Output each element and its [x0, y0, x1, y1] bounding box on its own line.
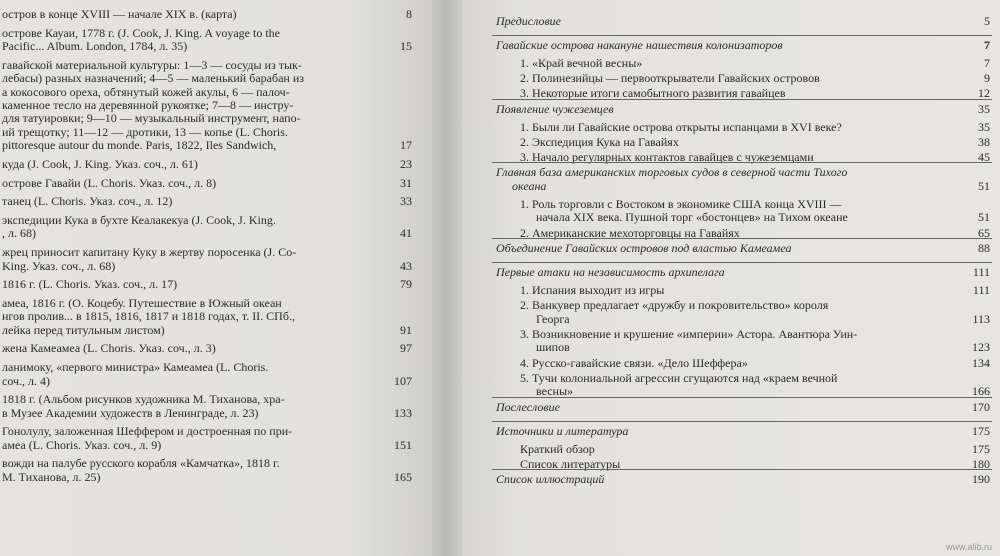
page-number: 79 [400, 277, 412, 292]
entry-line: амеа, 1816 г. (О. Коцебу. Путешествие в Южный океан [2, 295, 282, 310]
page-number: 35 [978, 101, 990, 116]
left-page [0, 0, 432, 556]
page-number: 41 [400, 226, 412, 241]
section-title: Источники и литература [496, 423, 629, 438]
item-title: 2. Ванкувер предлагает «дружбу и покровительство» короля [520, 298, 829, 312]
page-number: 17 [400, 138, 412, 153]
section-divider [492, 35, 992, 36]
section-title: Появление чужеземцев [496, 101, 614, 116]
page-number: 111 [972, 264, 990, 279]
item-title: 1. «Край вечной весны» [520, 56, 643, 70]
entry-line: жена Камеамеа (L. Choris. Указ. соч., л. 3) [2, 341, 216, 356]
page-number: 43 [400, 258, 412, 273]
section-title: Главная база американских торговых судов в северной части Тихого [496, 165, 848, 180]
entry-line: нгов пролив... в 1815, 1816, 1817 и 1818 годах, т. II. СПб., [2, 309, 295, 324]
page-number: 65 [978, 225, 990, 240]
section-title: Предисловие [496, 14, 562, 28]
page-number: 91 [400, 322, 412, 337]
page-number: 180 [972, 456, 990, 471]
entry-line: лейка перед титульным листом) [2, 322, 165, 337]
page-number: 151 [394, 437, 412, 452]
entry-line: лебасы) разных назначений; 4—5 — маленький барабан из [2, 71, 304, 86]
page-number: 5 [984, 14, 990, 28]
entry-line: Pacific... Album. London, 1784, л. 35) [2, 39, 188, 54]
entry-line: для татуировки; 9—10 — музыкальный инструмент, напо- [2, 111, 301, 126]
item-title-cont: начала XIX века. Пушной торг «бостонцев» на Тихом океане [536, 210, 848, 225]
page-number: 8 [406, 7, 412, 21]
section-title: Список иллюстраций [496, 472, 605, 486]
entry-line: острове Кауаи, 1778 г. (J. Cook, J. King. A voyage to the [2, 25, 280, 40]
section-divider [492, 421, 992, 422]
page-number: 51 [978, 210, 990, 225]
section-divider [492, 262, 992, 263]
page-number: 45 [978, 150, 990, 164]
section-divider [492, 162, 992, 163]
page-number: 107 [394, 373, 412, 388]
item-title: 1. Испания выходит из игры [520, 282, 665, 297]
page-number: 7 [984, 38, 990, 52]
item-title-cont: шипов [536, 340, 570, 355]
section-divider [492, 238, 992, 239]
page-number: 134 [972, 355, 990, 370]
item-title-cont: весны» [536, 384, 574, 399]
right-page [462, 0, 1000, 556]
section-title-cont: океана [512, 178, 547, 193]
entry-line: King. Указ. соч., л. 68) [2, 258, 116, 273]
section-title: Послесловие [496, 399, 560, 414]
page-number: 113 [972, 311, 990, 326]
entry-line: а кокосового ореха, обтянутый кожей акулы, 6 — палоч- [2, 84, 290, 99]
entry-line: жрец приносит капитану Куку в жертву поросенка (J. Co- [2, 245, 297, 260]
item-title: 2. Экспедиция Кука на Гавайях [520, 134, 679, 149]
entry-line: остров в конце XVIII — начале XIX в. (карта) [2, 7, 237, 21]
entry-line: ий трещотку; 11—12 — дротики, 13 — копье (L. Choris. [2, 124, 288, 139]
section-divider [492, 99, 992, 100]
page-number: 15 [400, 39, 412, 54]
section-divider [492, 469, 992, 470]
entry-line: экспедиции Кука в бухте Кеалакекуа (J. Cook, J. King. [2, 213, 276, 227]
page-number: 12 [978, 86, 990, 101]
item-title: Краткий обзор [520, 441, 595, 456]
page-number: 190 [972, 472, 990, 486]
page-number: 166 [972, 384, 990, 399]
item-title: 2. Американские мехоторговцы на Гавайях [520, 225, 740, 240]
page-number: 9 [984, 71, 990, 86]
page-number: 111 [972, 282, 990, 297]
item-title-cont: Георга [536, 311, 570, 326]
page-number: 175 [972, 423, 990, 438]
section-title: Гавайские острова накануне нашествия колонизаторов [496, 38, 783, 52]
item-title: Список литературы [520, 456, 621, 471]
item-title: 4. Русско-гавайские связи. «Дело Шеффера» [520, 355, 748, 370]
entry-line: гавайской материальной культуры: 1—3 — сосуды из тык- [2, 57, 302, 72]
entry-line: острове Гавайи (L. Choris. Указ. соч., л. 8) [2, 175, 217, 190]
entry-line: Гонолулу, заложенная Шеффером и достроенная по при- [2, 424, 293, 439]
section-title: Первые атаки на независимость архипелага [496, 264, 725, 279]
page-number: 88 [978, 240, 990, 255]
item-title: 3. Возникновение и крушение «империи» Астора. Авантюра Уин- [520, 326, 858, 341]
page-number: 31 [400, 175, 412, 190]
entry-line: 1816 г. (L. Choris. Указ. соч., л. 17) [2, 277, 178, 292]
entry-line: куда (J. Cook, J. King. Указ. соч., л. 61) [2, 156, 198, 171]
page-number: 97 [400, 341, 412, 356]
page-number: 33 [400, 194, 412, 209]
section-divider [492, 397, 992, 398]
entry-line: каменное тесло на деревянной рукоятке; 7—8 — инстру- [2, 98, 294, 112]
item-title: 1. Были ли Гавайские острова открыты испанцами в XVI веке? [520, 119, 842, 134]
page-number: 123 [972, 340, 990, 355]
item-title: 5. Тучи колониальной агрессии сгущаются над «краем вечной [520, 370, 838, 385]
page-number: 170 [972, 399, 990, 414]
entry-line: pittoresque autour du monde. Paris, 1822, Iles Sandwich, [2, 138, 277, 153]
item-title: 2. Полинезийцы — первооткрыватели Гавайских островов [520, 71, 820, 86]
item-title: 3. Некоторые итоги самобытного развития гавайцев [520, 86, 786, 101]
entry-line: 1818 г. (Альбом рисунков художника М. Тиханова, хра- [2, 392, 285, 407]
page-number: 23 [400, 156, 412, 171]
page-number: 7 [984, 56, 990, 70]
section-title: Объединение Гавайских островов под властью Камеамеа [496, 240, 792, 255]
item-title: 1. Роль торговли с Востоком в экономике США конца XVIII — [520, 196, 842, 211]
book-gutter [432, 0, 462, 556]
entry-line: танец (L. Choris. Указ. соч., л. 12) [2, 194, 173, 209]
page-number: 35 [978, 119, 990, 134]
page-number: 133 [394, 405, 412, 420]
entry-line: ланимоку, «первого министра» Камеамеа (L. Choris. [2, 360, 269, 375]
entry-line: вожди на палубе русского корабля «Камчатка», 1818 г. [2, 456, 280, 471]
watermark-text: www.alib.ru [945, 542, 992, 552]
page-number: 175 [972, 441, 990, 456]
page-number: 38 [978, 134, 990, 149]
page-number: 51 [978, 178, 990, 193]
entry-line: соч., л. 4) [2, 373, 51, 388]
entry-line: амеа (L. Choris. Указ. соч., л. 9) [2, 437, 162, 452]
page-number: 165 [394, 469, 412, 484]
entry-line: М. Тиханова, л. 25) [2, 469, 101, 484]
item-title: 3. Начало регулярных контактов гавайцев с чужеземцами [520, 150, 814, 164]
entry-line: , л. 68) [2, 226, 36, 241]
entry-line: в Музее Академии художеств в Ленинграде, л. 23) [2, 405, 259, 420]
